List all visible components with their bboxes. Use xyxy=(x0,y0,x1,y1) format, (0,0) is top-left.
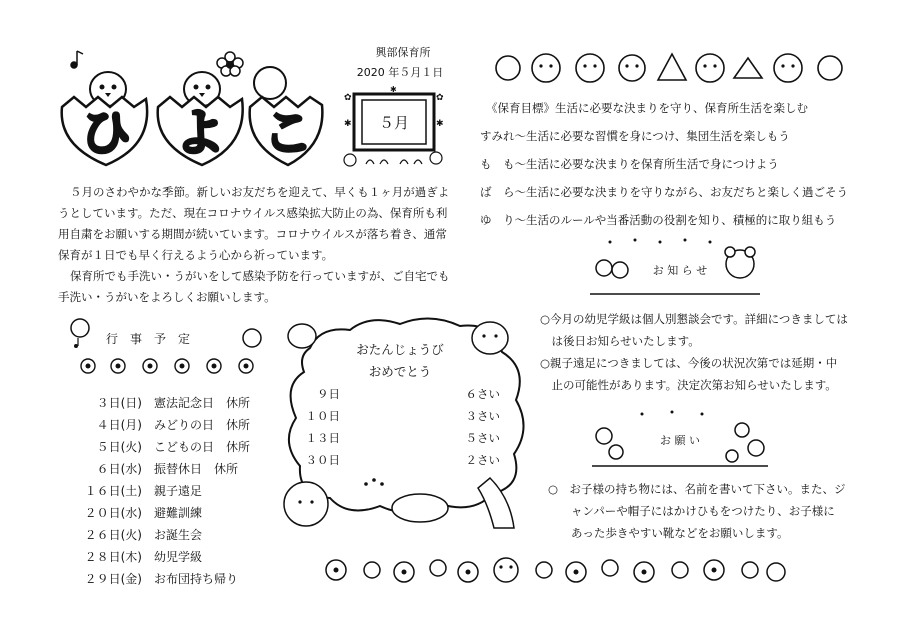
title-char-2: よ xyxy=(175,104,225,162)
goal-momo: も も～生活に必要な決まりを保育所生活で身につけよう xyxy=(480,157,779,171)
birthday-title-2: おめでとう xyxy=(368,364,432,379)
schedule-decoration xyxy=(66,310,276,384)
page-title xyxy=(0,0,1,1)
intro-line: 保育所でも手洗い・うがいをして感染予防を行っていますが、ご自宅でも xyxy=(70,269,450,283)
birthday-day: １０日 xyxy=(305,409,340,423)
svg-text:✱: ✱ xyxy=(436,119,444,129)
birthday-title-1: おたんじょうび xyxy=(356,342,444,357)
requests-title: お 願 い xyxy=(660,434,700,447)
schedule-row xyxy=(78,504,202,521)
intro-line: 保育が１日でも早く行えるよう心から祈っています。 xyxy=(58,248,334,262)
goals-main: 《保育目標》生活に必要な決まりを守り、保育所生活を楽しむ xyxy=(486,101,808,115)
notice-line: ○今月の幼児学級は個人別懇談会です。詳細につきましては xyxy=(540,312,848,326)
schedule-date: ２８日(木) xyxy=(84,550,142,564)
request-line: あった歩きやすい靴などをお願いします。 xyxy=(548,526,789,540)
svg-text:✱: ✱ xyxy=(344,119,352,129)
nursery-name: 興部保育所 xyxy=(375,46,431,59)
birthday-day: １３日 xyxy=(305,431,340,445)
bottom-border xyxy=(318,552,788,588)
intro-line: 用自粛をお願いする期間が続いています。コロナウイルスが落ち着き、通常 xyxy=(58,227,447,241)
svg-text:✿: ✿ xyxy=(344,93,352,103)
svg-text:✿: ✿ xyxy=(436,93,444,103)
birthday-age: ５さい xyxy=(465,431,500,445)
schedule-event: お誕生会 xyxy=(154,528,203,542)
schedule-date: ２９日(金) xyxy=(84,572,142,586)
title-char-1: ひ xyxy=(81,104,131,162)
schedule-event: 避難訓練 xyxy=(154,506,203,520)
title-illustration xyxy=(50,45,330,175)
birthday-day: ３０日 xyxy=(305,453,340,467)
request-line: ャンパーや帽子にはかけひもをつけたり、お子様に xyxy=(548,504,835,518)
notice-line: は後日お知らせいたします。 xyxy=(540,334,700,348)
schedule-row xyxy=(78,526,202,543)
schedule-event: 親子遠足 xyxy=(154,484,203,498)
schedule-row xyxy=(78,548,202,565)
intro-line: 手洗い・うがいをよろしくお願いします。 xyxy=(58,290,276,304)
notice-line: 止の可能性があります。決定次第お知らせいたします。 xyxy=(540,378,837,392)
birthday-row xyxy=(300,408,500,424)
birthday-row xyxy=(300,386,500,402)
schedule-row xyxy=(78,460,238,477)
goals-section xyxy=(480,94,880,234)
goal-yuri: ゆ り～生活のルールや当番活動の役割を知り、積極的に取り組もう xyxy=(480,213,837,227)
schedule-event: みどりの日 休所 xyxy=(154,418,251,432)
svg-text:✱: ✱ xyxy=(390,86,397,94)
schedule-event: 憲法記念日 休所 xyxy=(154,396,251,410)
intro-line: ５月のさわやかな季節。新しいお友だちを迎えて、早くも１ヶ月が過ぎよ xyxy=(70,185,450,199)
birthday-age: ６さい xyxy=(465,387,500,401)
month-label: ５月 xyxy=(378,114,409,132)
goal-sumire: すみれ～生活に必要な習慣を身につけ、集団生活を楽しもう xyxy=(480,129,790,143)
schedule-row xyxy=(78,394,250,411)
chick-eggs-illustration xyxy=(50,45,330,175)
schedule-date: ６日(水) xyxy=(96,462,142,476)
schedule-event: お布団持ち帰り xyxy=(154,572,239,586)
issue-date: 2020 年５月１日 xyxy=(356,66,444,79)
title-char-3: こ xyxy=(263,104,313,162)
schedule-date: ２６日(火) xyxy=(84,528,142,542)
schedule-row xyxy=(78,416,250,433)
schedule-row xyxy=(78,438,250,455)
schedule-event: 振替休日 休所 xyxy=(154,462,239,476)
intro-paragraph xyxy=(58,182,468,308)
flower-frog-border-decoration xyxy=(318,552,788,588)
notice-line: ○親子遠足につきましては、今後の状況次第では延期・中 xyxy=(540,356,838,370)
schedule-date: ３日(日) xyxy=(96,396,142,410)
schedule-row xyxy=(78,482,202,499)
request-line: ○ お子様の持ち物には、名前を書いて下さい。また、ジ xyxy=(548,482,846,496)
schedule-date: １６日(土) xyxy=(84,484,142,498)
schedule-title: 行 事 予 定 xyxy=(106,332,191,346)
schedule-date: ２０日(水) xyxy=(84,506,142,520)
schedule-header xyxy=(66,310,276,384)
birthday-day: ９日 xyxy=(317,387,340,401)
schedule-event: 幼児学級 xyxy=(154,550,203,564)
kids-border xyxy=(490,44,850,90)
intro-line: うとしています。ただ、現在コロナウイルス感染拡大防止の為、保育所も利 xyxy=(58,206,448,220)
notices-title: お 知 ら せ xyxy=(652,264,708,277)
schedule-date: ５日(火) xyxy=(96,440,142,454)
kids-faces-decoration xyxy=(490,44,850,90)
schedule-date: ４日(月) xyxy=(96,418,142,432)
schedule-event: こどもの日 休所 xyxy=(154,440,251,454)
birthday-row xyxy=(300,452,500,468)
birthday-age: ２さい xyxy=(465,453,500,467)
birthday-age: ３さい xyxy=(465,409,500,423)
schedule-row xyxy=(78,570,238,587)
goal-bara: ば ら～生活に必要な決まりを守りながら、お友だちと楽しく過ごそう xyxy=(480,185,848,199)
birthday-row xyxy=(300,430,500,446)
